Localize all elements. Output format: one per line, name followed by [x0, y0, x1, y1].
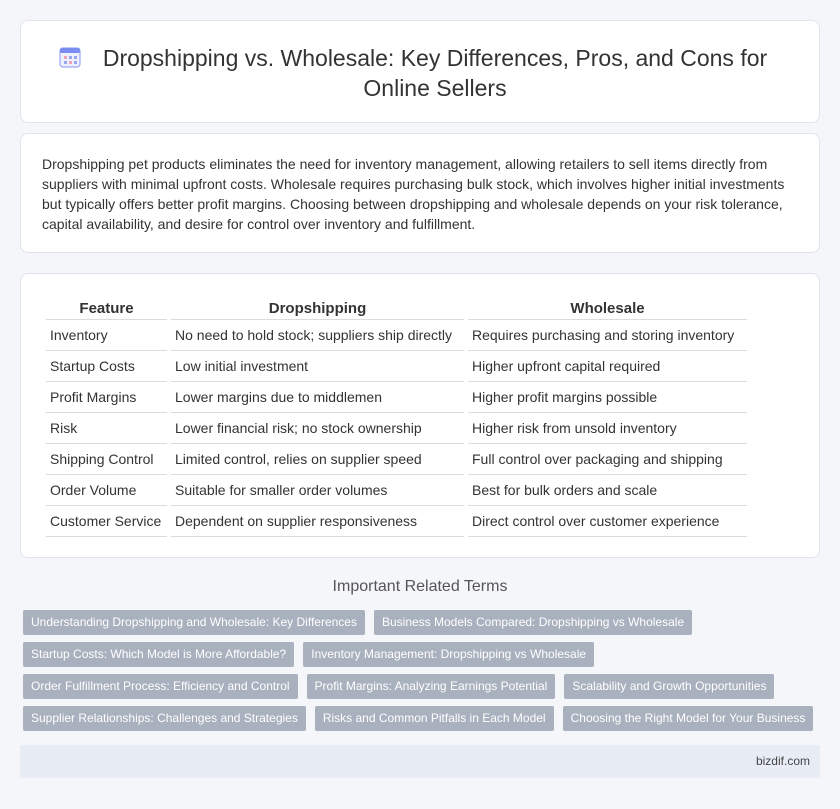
intro-paragraph: Dropshipping pet products eliminates the need for inventory management, allowing retailers to sell items directly from suppliers with minimal upfront costs. Wholesale requires purchasing bulk stock, which involves higher initial investments but typically offers better profit margins. Choosing between dropshipping and wholesale depends on your risk tolerance, capital availability, and desire for control over inventory and fulfillment. — [42, 156, 785, 232]
table-cell: Shipping Control — [46, 444, 167, 475]
table-cell: Full control over packaging and shipping — [468, 444, 747, 475]
header-card — [20, 20, 820, 123]
table-cell: Lower financial risk; no stock ownership — [171, 413, 464, 444]
tag-row — [23, 610, 823, 642]
table-row — [46, 320, 747, 351]
table-cell: Lower margins due to middlemen — [171, 382, 464, 413]
table-cell: Customer Service — [46, 506, 167, 537]
comparison-table — [42, 294, 751, 537]
table-cell: Profit Margins — [46, 382, 167, 413]
table-cell: Higher profit margins possible — [468, 382, 747, 413]
related-terms-title: Important Related Terms — [332, 578, 508, 595]
table-cell: Low initial investment — [171, 351, 464, 382]
intro-card — [20, 133, 820, 253]
table-row — [46, 444, 747, 475]
related-term-tag[interactable]: Risks and Common Pitfalls in Each Model — [315, 706, 554, 731]
related-term-tag[interactable]: Understanding Dropshipping and Wholesale: Key Differences — [23, 610, 365, 635]
related-term-tag[interactable]: Inventory Management: Dropshipping vs Wholesale — [303, 642, 594, 667]
related-term-tag[interactable]: Supplier Relationships: Challenges and Strategies — [23, 706, 306, 731]
footer-brand[interactable]: bizdif.com — [755, 754, 810, 768]
table-cell: Best for bulk orders and scale — [468, 475, 747, 506]
table-cell: Dependent on supplier responsiveness — [171, 506, 464, 537]
table-cell: Requires purchasing and storing inventory — [468, 320, 747, 351]
header-feature: Feature — [46, 294, 167, 320]
table-cell: Startup Costs — [46, 351, 167, 382]
header-wholesale: Wholesale — [468, 294, 747, 320]
table-cell: Suitable for smaller order volumes — [171, 475, 464, 506]
comparison-table-card — [20, 273, 820, 558]
related-term-tag[interactable]: Profit Margins: Analyzing Earnings Potential — [307, 674, 556, 699]
related-term-tag[interactable]: Choosing the Right Model for Your Business — [563, 706, 814, 731]
table-row — [46, 351, 747, 382]
table-cell: Higher risk from unsold inventory — [468, 413, 747, 444]
table-row — [46, 413, 747, 444]
table-cell: Risk — [46, 413, 167, 444]
table-cell: Limited control, relies on supplier speed — [171, 444, 464, 475]
related-term-tag[interactable]: Business Models Compared: Dropshipping vs Wholesale — [374, 610, 692, 635]
table-cell: Higher upfront capital required — [468, 351, 747, 382]
table-row — [46, 382, 747, 413]
tag-row — [23, 674, 823, 706]
related-term-tag[interactable]: Scalability and Growth Opportunities — [564, 674, 774, 699]
table-cell: Inventory — [46, 320, 167, 351]
table-cell: Direct control over customer experience — [468, 506, 747, 537]
table-row — [46, 475, 747, 506]
table-cell: No need to hold stock; suppliers ship directly — [171, 320, 464, 351]
header-dropshipping: Dropshipping — [171, 294, 464, 320]
footer-bar — [20, 745, 820, 778]
tag-row — [23, 706, 823, 738]
tag-row — [23, 642, 823, 674]
page-title: Dropshipping vs. Wholesale: Key Differences, Pros, and Cons for Online Sellers — [102, 45, 768, 101]
table-row — [46, 506, 747, 537]
related-term-tag[interactable]: Startup Costs: Which Model is More Affordable? — [23, 642, 294, 667]
related-term-tag[interactable]: Order Fulfillment Process: Efficiency and Control — [23, 674, 298, 699]
table-cell: Order Volume — [46, 475, 167, 506]
related-terms-list — [23, 610, 823, 738]
table-header-row — [46, 294, 747, 320]
